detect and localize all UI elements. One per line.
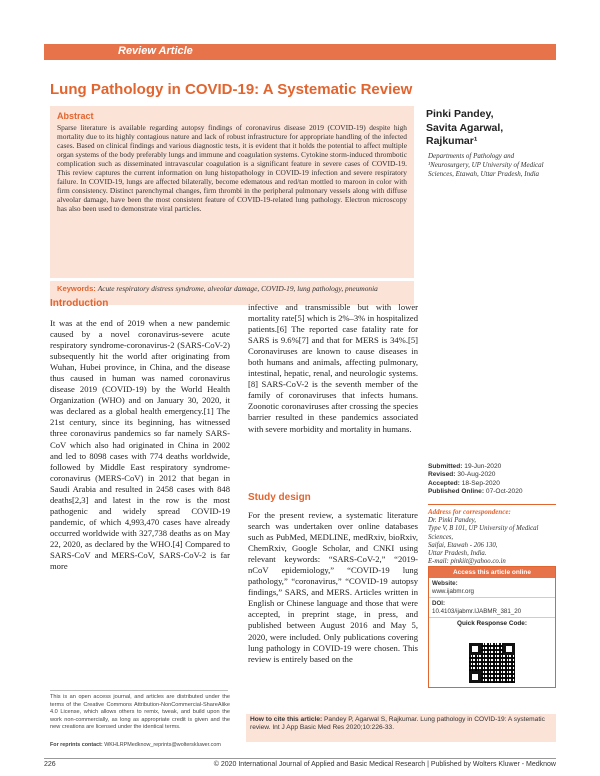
doi-row xyxy=(429,598,555,618)
author-name: Rajkumar¹ xyxy=(426,135,478,147)
study-text: For the present review, a systematic literature search was undertaken over online databases such as PubMed, MEDLINE, medRxiv, bioRxiv, ChemRxiv, Google Scholar, and CNKI using relevant keywords: “SARS-CoV-2,” “2019-nCoV epidemiology,” “COVID-19 lung pathology,” “coronavirus,” “COVID-19 autopsy findings,” SARS, and MERS. Articles written in English or Chinese language and those that were accepted, in preprint stage, in press, and published between August 2016 and May 5, 2020, were included. Only publications covering lung pathology in COVID-19 were chosen. This review is entirely based on the xyxy=(248,510,418,664)
abstract-heading: Abstract xyxy=(57,111,94,121)
intro-col2-text: infective and transmissible but with lower mortality rate[5] which is 2%–3% in hospitalized patients.[6] The reported case fatality rate for SARS is 9.6%[7] and that for MERS is 34%.[5] Coronaviruses are known to cause diseases in both humans and animals, affecting pulmonary, intestinal, hepatic, renal, and neurologic systems.[8] SARS-CoV-2 is the seventh member of the family of coronaviruses that infects humans. Zoonotic coronaviruses after crossing the species barrier resulted in these pandemics associated with severe morbidity and mortality in humans. xyxy=(248,302,418,434)
qr-label: Quick Response Code: xyxy=(457,620,527,628)
divider xyxy=(50,690,228,691)
website-link[interactable]: www.ijabmr.org xyxy=(432,587,474,595)
qr-corner xyxy=(503,643,515,655)
study-section xyxy=(248,492,418,507)
website-label: Website: xyxy=(432,580,458,587)
intro-col1-text: It was at the end of 2019 when a new pandemic caused by a novel coronavirus-severe acute respiratory syndrome-coronavirus-2 (SARS-CoV-2) subsequently hit the world after originating from Wuhan, Hubei province, in China, and the disease thus caused in human was named coronavirus disease 2019 (COVID-19) by the World Health Organization (WHO) and on January 30, 2020, it was declared as a global health emergency.[1] The 21st century, since its beginning, has witnessed three coronavirus pandemics so far namely SARS-CoV which also had originated in China in 2002 and led to 8098 cases with 774 deaths worldwide, followed by Middle East respiratory syndrome-coronavirus (MERS-CoV) in 2012 that began in Saudi Arabia and resulted in 2458 cases with 848 deaths[2,3] and latest in the row is the most pathogenic and widely spread COVID-19 pandemic, of which 4,993,470 cases have already occurred worldwide with 327,738 deaths as on May 22, 2020, as declared by the WHO.[4] Compared to SARS-CoV and MERS-CoV, SARS-CoV-2 is far more xyxy=(50,318,230,572)
how-to-cite-text: Pandey P, Agarwal S, Rajkumar. Lung pathology in COVID-19: A systematic review. Int J App Basic Med Res 2020;10:226-33. xyxy=(250,716,545,731)
author-name: Savita Agarwal, xyxy=(426,121,504,134)
correspondence-email[interactable]: E-mail: pinkiit@yahoo.co.in xyxy=(428,558,506,566)
date-row: Accepted: 18-Sep-2020 xyxy=(428,479,500,487)
correspondence-line: Type V, B 101, UP University of Medical Sciences, xyxy=(428,525,539,541)
article-type: Review Article xyxy=(118,45,193,57)
reprints-line xyxy=(50,742,240,748)
page-number: 226 xyxy=(44,761,56,768)
copyright: © 2020 International Journal of Applied and Basic Medical Research | Published by Wolters Kluwer - Medknow xyxy=(213,761,556,768)
reprints-email[interactable]: WKHLRPMedknow_reprints@wolterskluwer.com xyxy=(104,742,221,748)
intro-heading: Introduction xyxy=(50,298,109,309)
website-row xyxy=(429,578,555,598)
how-to-cite-label: How to cite this article: xyxy=(250,716,323,723)
header-band xyxy=(44,44,556,60)
keywords-label: Keywords: xyxy=(57,284,96,293)
doi-label: DOI: xyxy=(432,600,446,608)
qr-corner xyxy=(469,671,481,683)
reprints-label: For reprints contact: xyxy=(50,742,103,748)
keywords-text: Acute respiratory distress syndrome, alveolar damage, COVID-19, lung pathology, pneumonia xyxy=(97,284,378,293)
qr-code-icon[interactable] xyxy=(469,643,515,683)
correspondence-line: Saifai, Etawah - 206 130, xyxy=(428,541,498,549)
qr-corner xyxy=(469,643,481,655)
doi-link[interactable]: 10.4103/ijabmr.IJABMR_381_20 xyxy=(432,607,522,615)
access-heading: Access this article online xyxy=(429,567,555,578)
access-box xyxy=(428,566,556,688)
correspondence-heading: Address for correspondence: xyxy=(428,508,511,516)
correspondence-block xyxy=(428,504,556,567)
date-row: Published Online: 07-Oct-2020 xyxy=(428,488,523,496)
author-list xyxy=(426,108,556,149)
page-footer xyxy=(44,758,556,768)
date-row: Submitted: 19-Jun-2020 xyxy=(428,463,502,470)
affiliation: Departments of Pathology and ¹Neurosurgery, UP University of Medical Sciences, Etawah, Uttar Pradesh, India xyxy=(428,152,544,178)
study-heading: Study design xyxy=(248,492,311,503)
author-name: Pinki Pandey, xyxy=(426,108,494,120)
article-title: Lung Pathology in COVID-19: A Systematic Review xyxy=(50,81,413,98)
correspondence-line: Uttar Pradesh, India. xyxy=(428,550,487,558)
license-text: This is an open access journal, and articles are distributed under the terms of the Creative Commons Attribution-NonCommercial-ShareAlike 4.0 License, which allows others to remix, tweak, and build upon the work non-commercially, as long as appropriate credit is given and the new creations are licensed under the identical terms. xyxy=(50,694,230,731)
abstract-box xyxy=(50,106,414,278)
dates-block xyxy=(428,463,556,497)
intro-section xyxy=(50,298,200,313)
abstract-text: Sparse literature is available regarding autopsy findings of coronavirus disease 2019 (COVID-19) despite high mortality due to its highly contagious nature and lack of robust infrastructure for appropriate handling of the infected cases. Based on clinical findings and various diagnostic tests, it is evident that it holds the potential to affect multiple organ systems of the body preferably lungs and immune and coagulation systems. Cytokine storm-induced thrombotic complication such as disseminated intravascular coagulation is a significant feature in severe cases of COVID-19. This review captures the current information on lung histopathology in COVID-19 infection and severe respiratory failure. In COVID-19, lungs are affected bilaterally, become edematous and red/tan mottled to maroon in color with firm consistency. Distinct parenchymal changes, firm thrombi in the peripheral pulmonary vessels along with diffuse alveolar damage, have been the most consistent feature of COVID-19-related lung pathology. Electron microscopy has also been used to demonstrate viral particles. xyxy=(57,123,407,214)
correspondence-name: Dr. Pinki Pandey, xyxy=(428,517,476,524)
how-to-cite-box xyxy=(246,714,556,742)
date-row: Revised: 30-Aug-2020 xyxy=(428,471,496,479)
